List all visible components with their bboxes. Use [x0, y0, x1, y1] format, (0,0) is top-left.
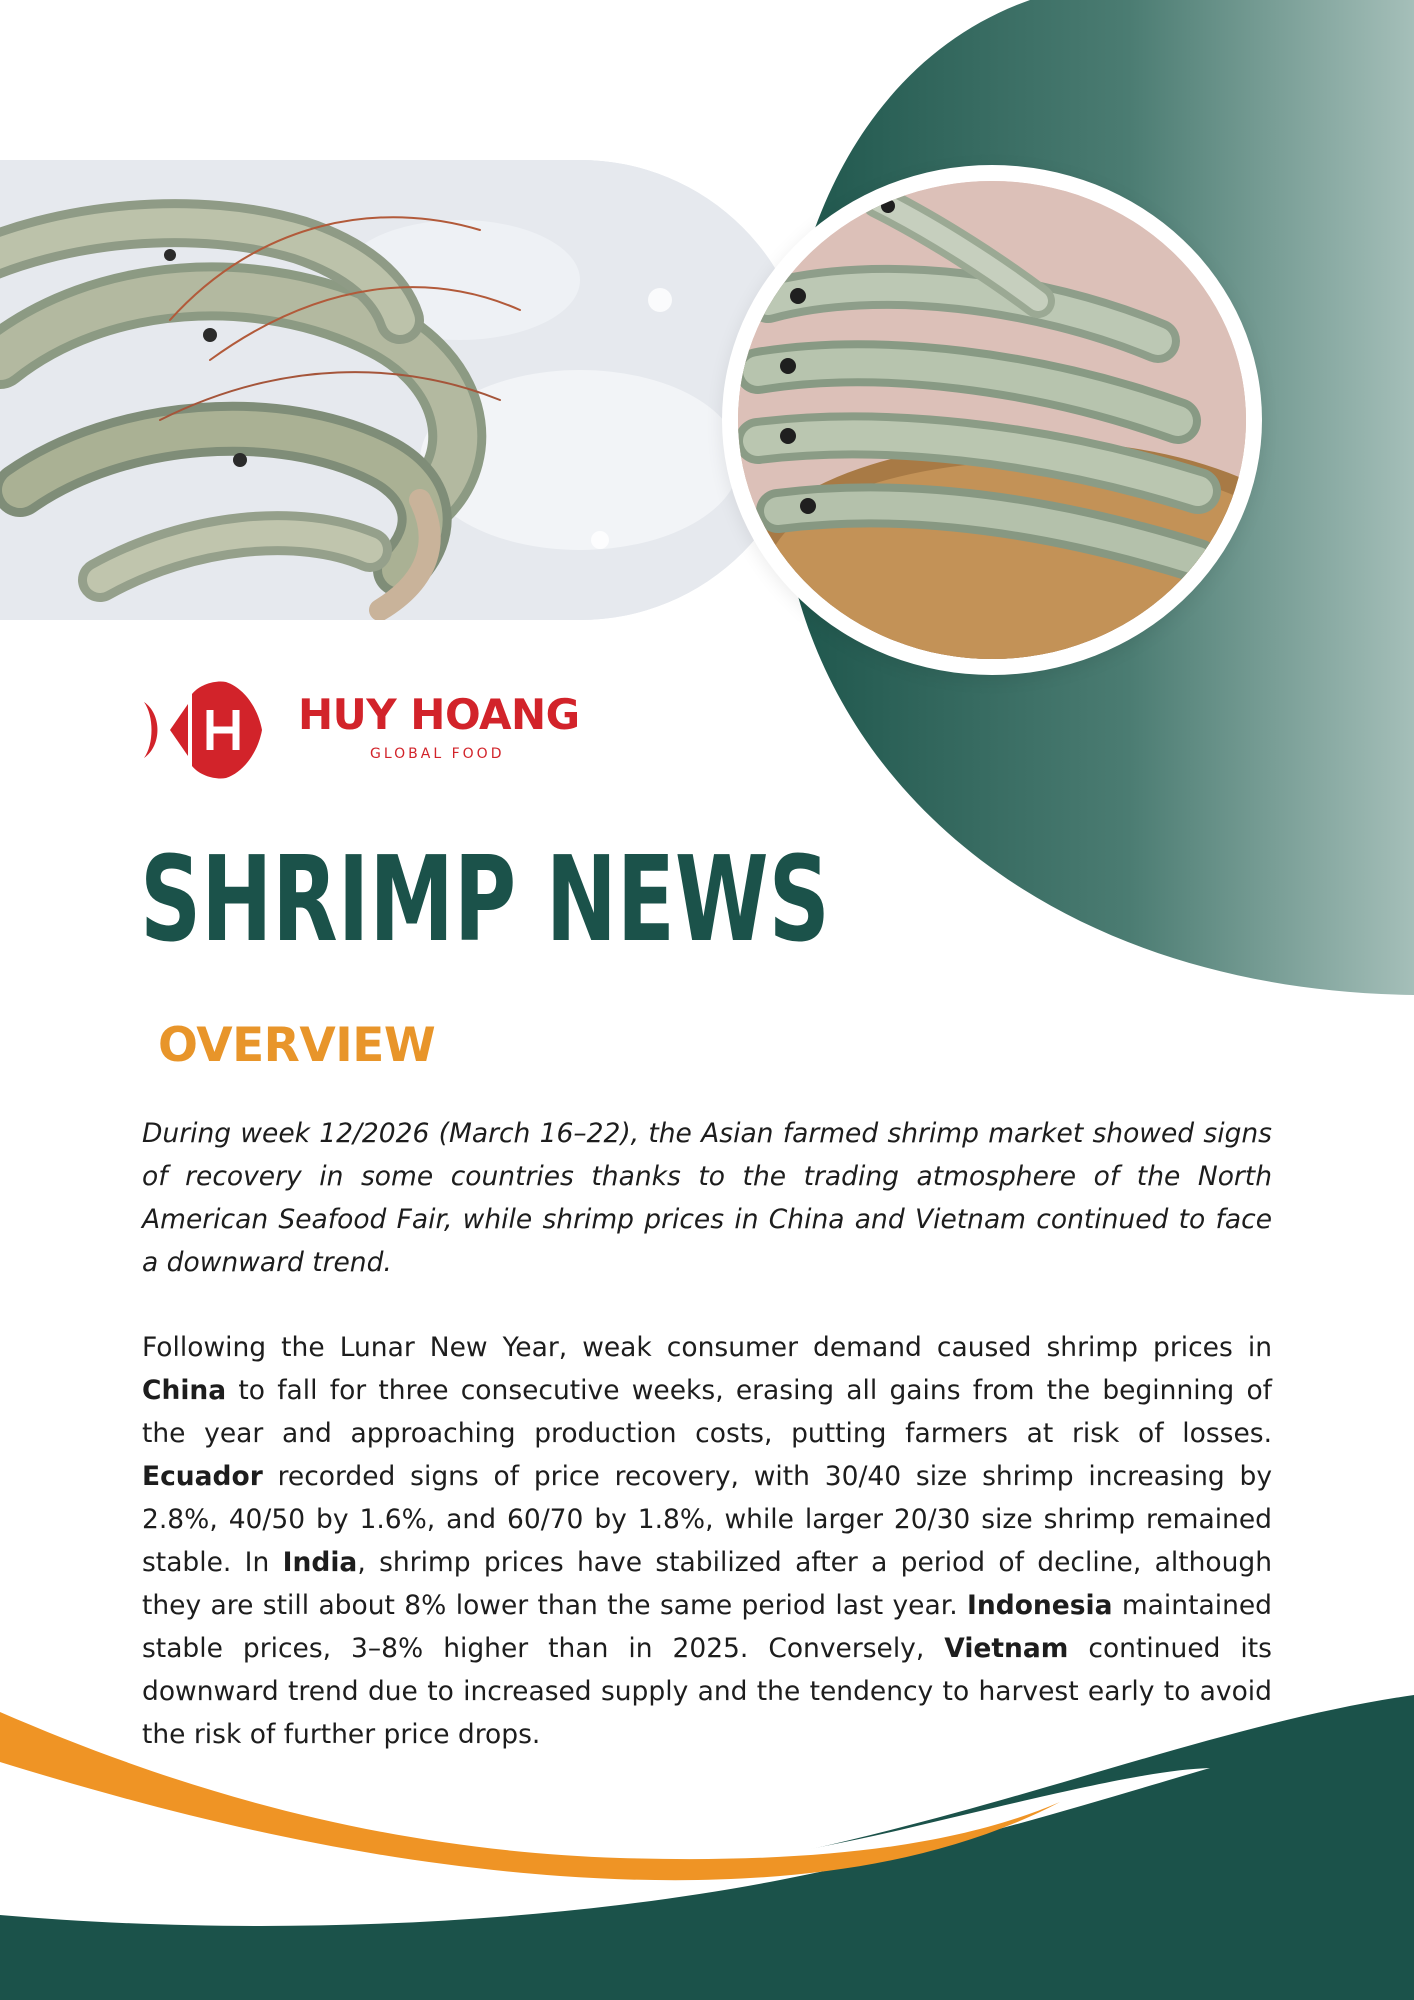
body-text-2: to fall for three consecutive weeks, erasing all gains from the beginning of the year and approaching production costs, putting farmers at risk of losses.	[142, 1375, 1272, 1449]
country-india: India	[282, 1547, 358, 1578]
country-vietnam: Vietnam	[944, 1633, 1069, 1664]
body-text-5: maintained stable prices, 3–8% higher than in 2025. Conversely,	[142, 1590, 1272, 1664]
country-indonesia: Indonesia	[967, 1590, 1113, 1621]
body-text-6: continued its downward trend due to increased supply and the tendency to harvest early to avoid the risk of further price drops.	[142, 1633, 1272, 1750]
fish-logo-icon	[140, 680, 265, 780]
brand-tagline: GLOBAL FOOD	[370, 746, 505, 762]
shrimp-in-basket-photo	[722, 165, 1262, 675]
company-logo	[140, 680, 580, 780]
country-china: China	[142, 1375, 227, 1406]
body-paragraph	[142, 1326, 1272, 1756]
section-heading: OVERVIEW	[158, 1018, 436, 1073]
intro-paragraph: During week 12/2026 (March 16–22), the Asian farmed shrimp market showed signs of recovery in some countries thanks to the trading atmosphere of the North American Seafood Fair, while shrimp prices in China and Vietnam continued to face a downward trend.	[142, 1118, 1272, 1278]
body-text-3: recorded signs of price recovery, with 30/40 size shrimp increasing by 2.8%, 40/50 by 1.6%, and 60/70 by 1.8%, while larger 20/30 size shrimp remained stable. In	[142, 1461, 1272, 1578]
country-ecuador: Ecuador	[142, 1461, 263, 1492]
body-text-4: , shrimp prices have stabilized after a period of decline, although they are still about 8% lower than the same period last year.	[142, 1547, 1272, 1621]
brand-name: HUY HOANG	[298, 690, 580, 739]
page-title: SHRIMP NEWS	[140, 830, 830, 968]
shrimp-on-ice-photo	[0, 160, 810, 620]
shrimp-on-ice-photo-icon	[0, 160, 810, 620]
body-text-1: Following the Lunar New Year, weak consumer demand caused shrimp prices in	[142, 1332, 1272, 1363]
shrimp-in-basket-photo-icon	[738, 181, 1246, 659]
